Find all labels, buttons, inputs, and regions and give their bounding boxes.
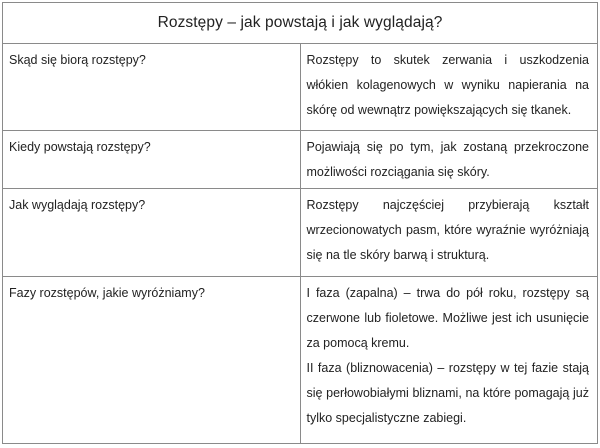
table-row (3, 130, 598, 188)
info-table (2, 2, 598, 444)
answer-cell (300, 44, 598, 131)
question-cell: Jak wyglądają rozstępy? (3, 189, 301, 277)
answer-paragraph: I faza (zapalna) – trwa do pół roku, rozstępy są czerwone lub fioletowe. Możliwe jest ich usunięcie za pomocą kremu. (306, 285, 589, 350)
table-title: Rozstępy – jak powstają i jak wyglądają? (3, 3, 598, 44)
answer-paragraph: II faza (bliznowacenia) – rozstępy w tej fazie stają się perłowobiałymi bliznami, na które pomagają już tylko specjalistyczne zabiegi. (306, 360, 589, 425)
answer-paragraph: Rozstępy to skutek zerwania i uszkodzenia włókien kolagenowych w wyniku napierania na skórę od wewnątrz powiększających się tkanek. (306, 53, 589, 118)
question-cell: Fazy rozstępów, jakie wyróżniamy? (3, 276, 301, 443)
answer-cell (300, 189, 598, 277)
answer-paragraph: Pojawiają się po tym, jak zostaną przekroczone możliwości rozciągania się skóry. (306, 139, 589, 179)
answer-paragraph: Rozstępy najczęściej przybierają kształt wrzecionowatych pasm, które wyraźnie wyróżniają się na tle skóry barwą i strukturą. (306, 198, 589, 263)
table-row (3, 189, 598, 277)
question-cell: Kiedy powstają rozstępy? (3, 130, 301, 188)
table-row (3, 44, 598, 131)
answer-cell (300, 130, 598, 188)
title-row (3, 3, 598, 44)
question-cell: Skąd się biorą rozstępy? (3, 44, 301, 131)
table-row (3, 276, 598, 443)
answer-cell (300, 276, 598, 443)
